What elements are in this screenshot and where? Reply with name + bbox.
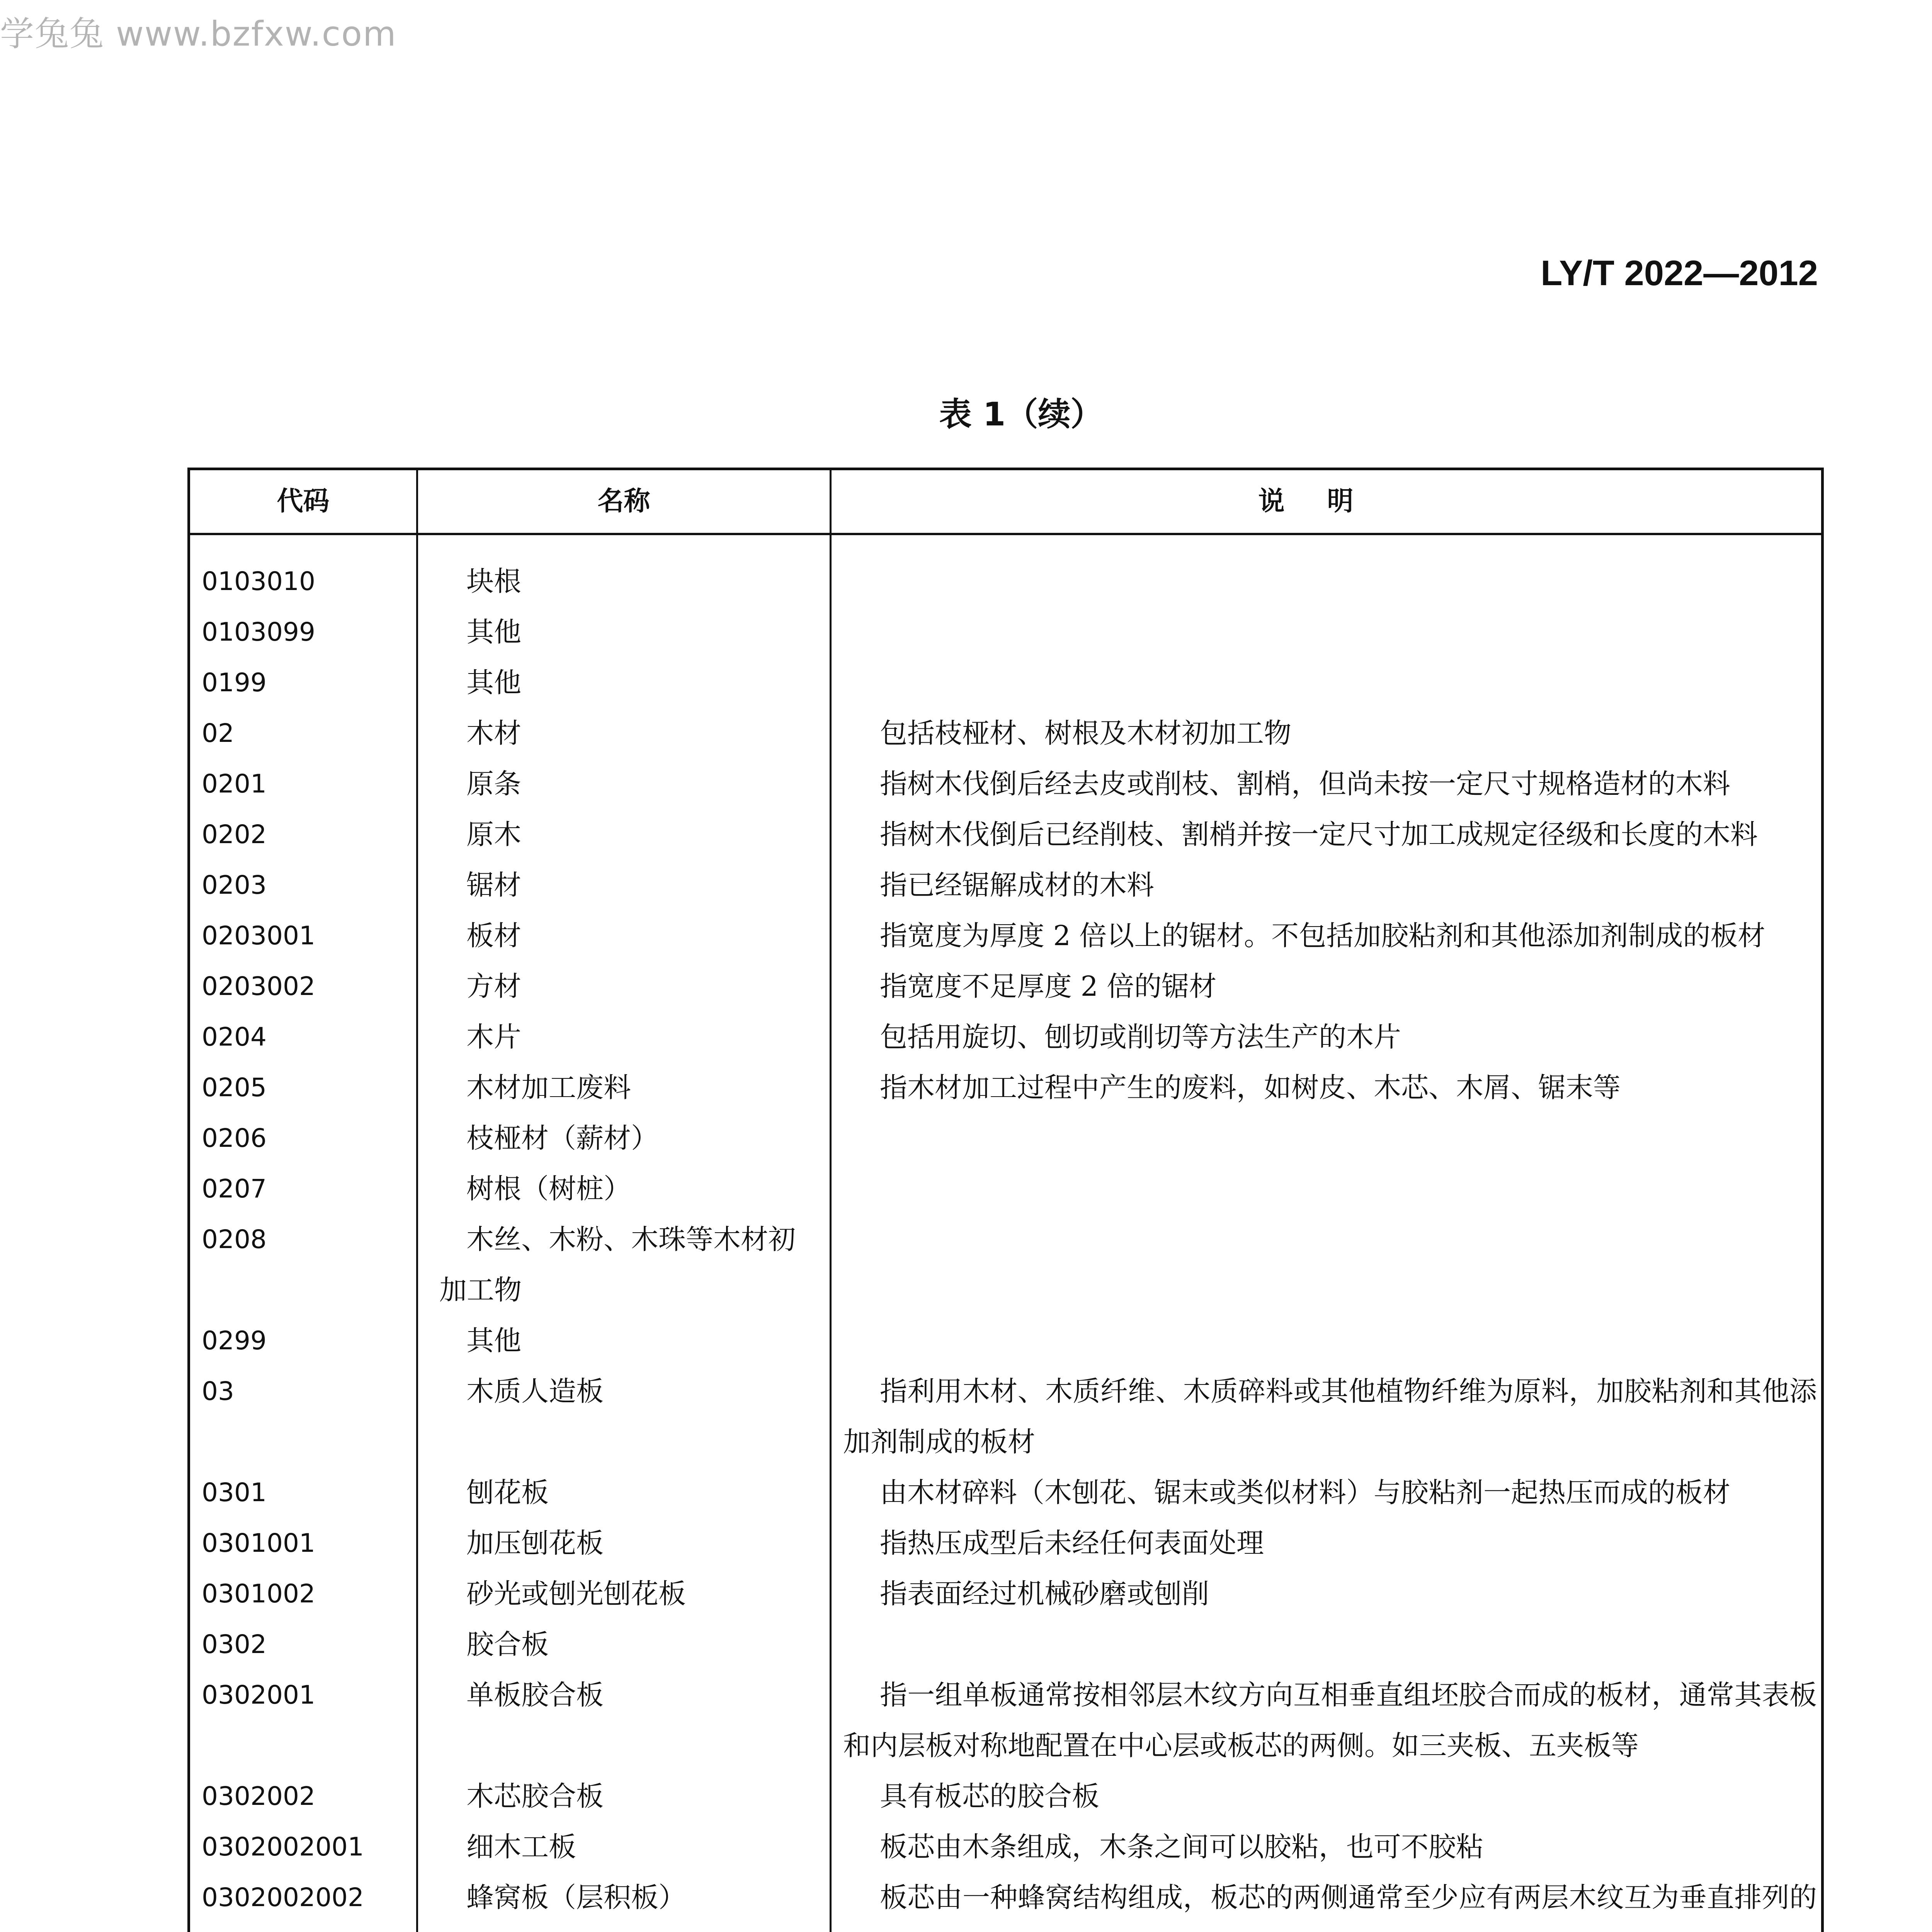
row-description: 指利用木材、木质纤维、木质碎料或其他植物纤维为原料，加胶粘剂和其他添加剂制成的板材 [843,1375,1817,1458]
row-code: 0201 [202,769,267,799]
header-name: 名称 [597,486,650,517]
row-name: 其他 [466,616,522,648]
table-body [190,556,1821,1932]
row-name: 树根（树桩） [466,1173,631,1205]
row-code: 03 [202,1376,234,1406]
table-row [190,961,1821,1012]
row-code: 0302002 [202,1781,315,1811]
row-code: 02 [202,718,234,748]
table-row [190,607,1821,657]
table-row [190,1366,1821,1467]
table-header [190,470,1821,535]
table-row [190,657,1821,708]
row-code: 0206 [202,1123,267,1153]
row-description: 板芯由一种蜂窝结构组成，板芯的两侧通常至少应有两层木纹互为垂直排列的 [880,1881,1817,1913]
row-code: 0302001 [202,1680,315,1710]
header-code: 代码 [277,486,330,517]
table-row [190,1568,1821,1619]
row-name: 单板胶合板 [466,1679,604,1711]
table-row [190,1467,1821,1518]
row-code: 0302002002 [202,1883,364,1912]
row-name: 刨花板 [466,1476,549,1509]
row-description: 由木材碎料（木刨花、锯末或类似材料）与胶粘剂一起热压而成的板材 [880,1476,1731,1509]
row-code: 0302 [202,1629,267,1659]
row-description: 指树木伐倒后已经削枝、割梢并按一定尺寸加工成规定径级和长度的木料 [880,818,1758,850]
row-code: 0203 [202,870,267,900]
row-description: 指热压成型后未经任何表面处理 [880,1527,1264,1559]
table-title: 表 1（续） [939,395,1103,433]
row-code: 0302002001 [202,1832,364,1862]
table-row [190,860,1821,910]
row-name: 木材加工废料 [466,1071,631,1104]
row-description: 具有板芯的胶合板 [880,1780,1100,1812]
row-description: 指树木伐倒后经去皮或削枝、割梢，但尚未按一定尺寸规格造材的木料 [880,768,1731,800]
row-name: 锯材 [466,869,522,901]
row-code: 0208 [202,1225,267,1254]
table-row [190,1518,1821,1568]
row-code: 0203002 [202,971,315,1001]
row-name: 板材 [466,920,522,952]
row-description: 指表面经过机械砂磨或刨削 [880,1578,1209,1610]
row-code: 0207 [202,1174,267,1204]
row-name: 胶合板 [466,1628,549,1660]
table-row [190,1012,1821,1062]
row-code: 0204 [202,1022,267,1052]
watermark: 学兔兔 www.bzfxw.com [0,14,397,54]
row-description: 指木材加工过程中产生的废料，如树皮、木芯、木屑、锯末等 [880,1071,1621,1104]
table-row [190,759,1821,809]
row-code: 0199 [202,668,267,697]
row-name: 蜂窝板（层积板） [466,1881,686,1913]
row-code: 0301002 [202,1579,315,1609]
row-name: 其他 [466,1325,522,1357]
row-code: 0202 [202,820,267,849]
row-description: 包括枝桠材、树根及木材初加工物 [880,717,1292,749]
row-name: 木材 [466,717,522,749]
row-name: 块根 [466,565,522,597]
table-row [190,1670,1821,1771]
row-name: 原条 [466,768,522,800]
table-row [190,1062,1821,1113]
row-code: 0203001 [202,921,315,951]
table-row [190,809,1821,860]
row-code: 0103099 [202,617,315,647]
row-name: 原木 [466,818,522,850]
row-description: 指宽度不足厚度 2 倍的锯材 [880,970,1217,1002]
table-row [190,1214,1821,1315]
table-row [190,1315,1821,1366]
row-code: 0103010 [202,566,315,596]
row-code: 0301001 [202,1528,315,1558]
row-code: 0301 [202,1478,267,1507]
row-name: 枝桠材（薪材） [466,1122,659,1154]
table-row [190,708,1821,759]
table-row [190,1771,1821,1821]
row-name: 方材 [466,970,522,1002]
row-name: 砂光或刨光刨花板 [466,1578,686,1610]
row-description: 指宽度为厚度 2 倍以上的锯材。不包括加胶粘剂和其他添加剂制成的板材 [880,920,1765,952]
row-code: 0205 [202,1073,267,1102]
row-description: 包括用旋切、刨切或削切等方法生产的木片 [880,1021,1401,1053]
table-row [190,1163,1821,1214]
row-name: 木丝、木粉、木珠等木材初加工物 [439,1223,796,1306]
table-row [190,910,1821,961]
row-name: 木质人造板 [466,1375,604,1407]
table-row [190,1619,1821,1670]
row-name: 木芯胶合板 [466,1780,604,1812]
row-code: 0299 [202,1326,267,1355]
table-row [190,556,1821,607]
classification-table [187,468,1824,1932]
row-name: 细木工板 [466,1831,577,1863]
table-row [190,1872,1821,1932]
row-description: 指一组单板通常按相邻层木纹方向互相垂直组坯胶合而成的板材，通常其表板和内层板对称地配置在中心层或板芯的两侧。如三夹板、五夹板等 [843,1679,1817,1762]
document-code: LY/T 2022—2012 [1541,253,1818,293]
row-description: 板芯由木条组成，木条之间可以胶粘，也可不胶粘 [880,1831,1484,1863]
row-description: 指已经锯解成材的木料 [880,869,1155,901]
header-description: 说明 [1258,486,1396,517]
row-name: 其他 [466,667,522,699]
table-row [190,1821,1821,1872]
row-name: 木片 [466,1021,522,1053]
table-row [190,1113,1821,1163]
row-name: 加压刨花板 [466,1527,604,1559]
